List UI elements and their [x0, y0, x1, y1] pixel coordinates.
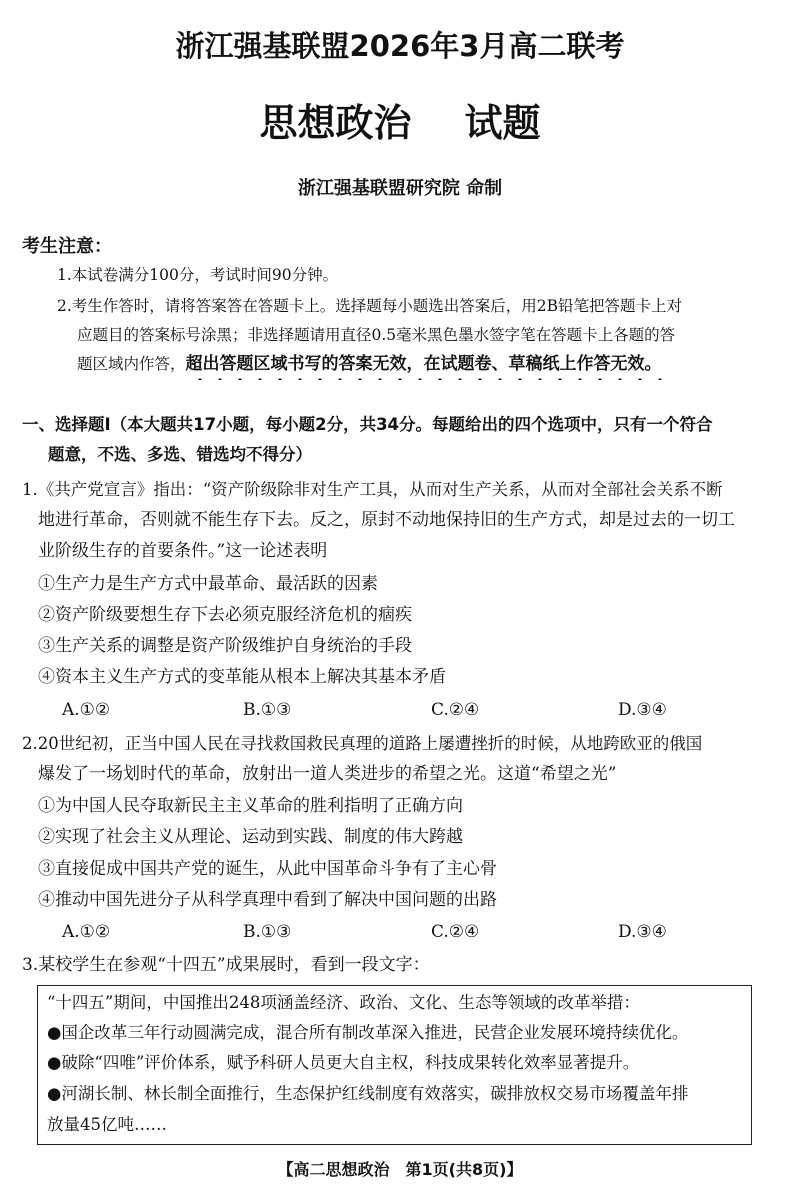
material-bullet-1: ●国企改革三年行动圆满完成，混合所有制改革深入推进，民营企业发展环境持续优化。 — [47, 1023, 689, 1042]
q1-stem-line-3: 业阶级生存的首要条件。”这一论述表明 — [38, 541, 328, 561]
q2-stem-line-1: 2.20世纪初，正当中国人民在寻找救国救民真理的道路上屡遭挫折的时候，从地跨欧亚的俄国 — [22, 734, 703, 753]
q1-stem-line-1: 1.《共产党宣言》指出：“资产阶级除非对生产工具，从而对生产关系，从而对全部社会关系不断 — [22, 480, 723, 499]
q2-options — [62, 920, 702, 944]
author-line: 浙江强基联盟研究院 命制 — [297, 178, 503, 199]
notice-plain-text: 题区域内作答， — [77, 355, 186, 373]
material-bullet-3: ●河湖长制、林长制全面推行，生态保护红线制度有效落实，碳排放权交易市场覆盖年排 — [47, 1084, 689, 1103]
q1-statement-3: ③生产关系的调整是资产阶级维护自身统治的手段 — [38, 636, 412, 656]
notice-item-2-line-3 — [77, 352, 662, 376]
notice-item-1: 1.本试卷满分100分，考试时间90分钟。 — [57, 266, 339, 284]
notice-title: 考生注意： — [22, 236, 112, 257]
material-bullet-3-cont: 放量45亿吨…… — [47, 1115, 167, 1134]
q2-stem-line-2: 爆发了一场划时代的革命，放射出一道人类进步的希望之光。这道“希望之光” — [38, 764, 617, 784]
q2-statement-2: ②实现了社会主义从理论、运动到实践、制度的伟大跨越 — [38, 827, 463, 847]
q2-option-c: C.②④ — [431, 922, 480, 942]
q2-statement-1: ①为中国人民夺取新民主主义革命的胜利指明了正确方向 — [38, 796, 463, 816]
notice-item-2-line-2: 应题目的答案标号涂黑；非选择题请用直径0.5毫米黑色墨水签字笔在答题卡上各题的答 — [77, 326, 676, 344]
q1-stem-line-2: 地进行革命，否则就不能生存下去。反之，原封不动地保持旧的生产方式，却是过去的一切工 — [38, 510, 735, 530]
subject-title: 思想政治 试题 — [259, 101, 541, 145]
q2-option-d: D.③④ — [618, 922, 667, 942]
q1-option-b: B.①③ — [243, 700, 292, 720]
section-heading-line-1: 一、选择题Ⅰ（本大题共17小题，每小题2分，共34分。每题给出的四个选项中，只有一个符合 — [22, 415, 713, 434]
q1-option-a: A.①② — [62, 700, 111, 720]
q1-statement-4: ④资本主义生产方式的变革能从根本上解决其基本矛盾 — [38, 667, 446, 687]
notice-emphasis-text: 超出答题区域书写的答案无效，在试题卷、草稿纸上作答无效。 — [186, 354, 662, 380]
material-line-1: “十四五”期间，中国推出248项涵盖经济、政治、文化、生态等领域的改革举措： — [47, 993, 640, 1012]
q2-statement-4: ④推动中国先进分子从科学真理中看到了解决中国问题的出路 — [38, 890, 497, 910]
q1-option-c: C.②④ — [431, 700, 480, 720]
q3-stem: 3.某校学生在参观“十四五”成果展时，看到一段文字： — [22, 955, 430, 975]
page-footer: 【高二思想政治 第1页(共8页)】 — [277, 1160, 523, 1179]
q2-option-b: B.①③ — [243, 922, 292, 942]
material-bullet-2: ●破除“四唯”评价体系，赋予科研人员更大自主权，科技成果转化效率显著提升。 — [47, 1053, 640, 1072]
q1-statement-2: ②资产阶级要想生存下去必须克服经济危机的痼疾 — [38, 605, 412, 625]
q1-statement-1: ①生产力是生产方式中最革命、最活跃的因素 — [38, 574, 378, 594]
q1-options — [62, 698, 702, 722]
section-heading-line-2: 题意，不选、多选、错选均不得分） — [48, 445, 312, 464]
q1-option-d: D.③④ — [618, 700, 667, 720]
notice-item-2-line-1: 2.考生作答时，请将答案答在答题卡上。选择题每小题选出答案后，用2B铅笔把答题卡上对 — [57, 297, 683, 315]
q2-statement-3: ③直接促成中国共产党的诞生，从此中国革命斗争有了主心骨 — [38, 859, 497, 879]
exam-title: 浙江强基联盟2026年3月高二联考 — [175, 29, 625, 63]
q2-option-a: A.①② — [62, 922, 111, 942]
